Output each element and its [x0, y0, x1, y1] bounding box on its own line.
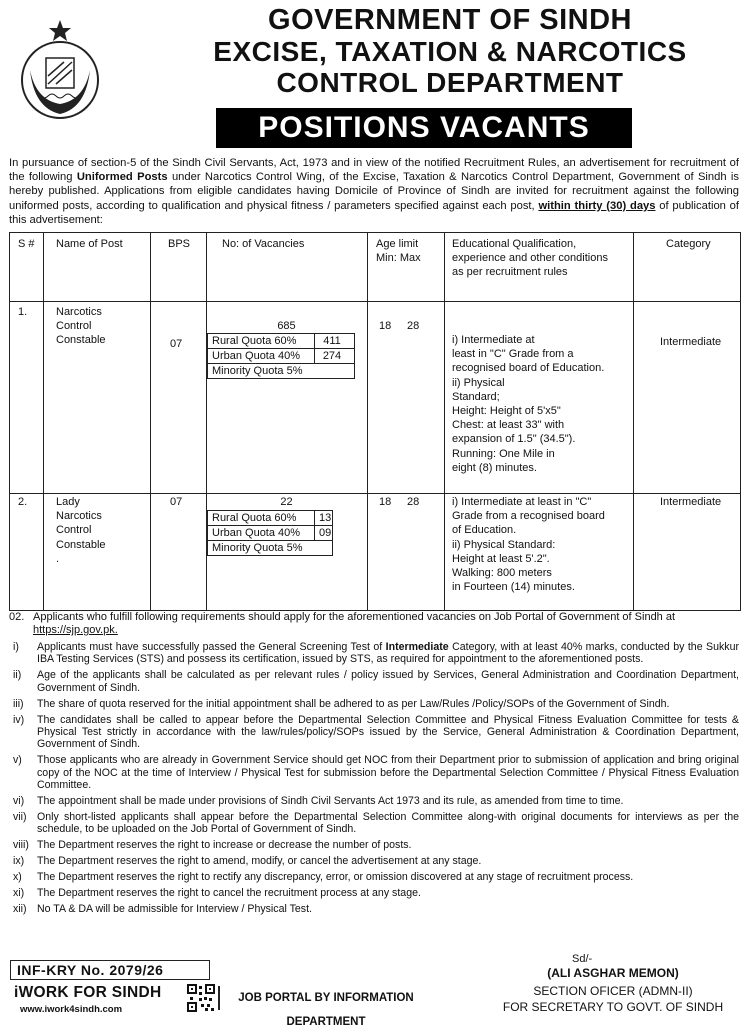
quota-row — [208, 526, 332, 541]
requirement-text: The share of quota reserved for the initial appointment shall be adhered to as per Law/Rules /Policy/SOPs of the Government of Sindh. — [37, 697, 670, 710]
quota-label: Urban Quota 40% — [212, 350, 301, 362]
requirements-lead — [9, 611, 739, 637]
requirement-text: No TA & DA will be admissible for Interview / Physical Test. — [37, 902, 312, 915]
requirement-text: The appointment shall be made under provisions of Sindh Civil Servants Act 1973 and its rule, as amended from time to time. — [37, 794, 624, 807]
header-vacancies: No: of Vacancies — [222, 238, 305, 250]
requirement-number: iii) — [13, 697, 24, 710]
quota-label: Urban Quota 40% — [212, 527, 301, 539]
requirement-number: viii) — [13, 839, 29, 852]
requirement-number: xii) — [13, 902, 27, 915]
requirement-item — [9, 641, 739, 666]
section-number: 02. — [9, 611, 25, 623]
positions-vacant-banner: POSITIONS VACANTS — [216, 108, 632, 148]
requirement-number: ix) — [13, 855, 25, 868]
vacancies-table — [9, 232, 741, 611]
requirement-number: vii) — [13, 810, 27, 823]
row2-age-min: 18 — [379, 496, 392, 508]
qr-code-icon — [187, 984, 215, 1012]
requirement-number: ii) — [13, 669, 22, 682]
signatory-for: FOR SECRETARY TO GOVT. OF SINDH — [502, 1000, 724, 1014]
requirement-text: The Department reserves the right to cancel the recruitment process at any stage. — [37, 886, 421, 899]
row1-age-max: 28 — [407, 320, 420, 332]
requirement-number: xi) — [13, 886, 25, 899]
quota-value: 09 — [314, 526, 335, 540]
row2-sno: 2. — [18, 496, 28, 508]
requirement-item — [9, 839, 739, 851]
row1-category: Intermediate — [660, 336, 722, 348]
requirement-item — [9, 903, 739, 915]
requirement-text: The Department reserves the right to amend, modify, or cancel the advertisement at any stage. — [37, 855, 482, 868]
requirement-number: x) — [13, 871, 22, 883]
intro-text-1: In pursuance of section-5 of the Sindh Civil Servants, Act, 1973 and in view of the notified Recruitment Rules, an advertisement for recruitment of the following — [9, 157, 739, 184]
job-portal-link[interactable]: https://sjp.gov.pk. — [33, 624, 118, 636]
requirement-text: Applicants must have successfully passed the General Screening Test of — [37, 641, 386, 653]
row1-sno: 1. — [18, 306, 28, 318]
header-age: Age limit Min: Max — [376, 238, 421, 265]
portal-tagline: JOB PORTAL BY INFORMATION DEPARTMENT — [238, 992, 414, 1028]
requirement-item — [9, 871, 739, 883]
intro-bold-1: Uniformed Posts — [76, 171, 168, 184]
quota-value: 13 — [314, 511, 335, 525]
row2-qualification: i) Intermediate at least in "C" Grade from a recognised board of Education. ii) Physical Standard: Height at least 5'.2". Walking: 800 meters in Fourteen (14) minutes. — [452, 496, 605, 594]
requirement-item — [9, 795, 739, 807]
quota-row — [208, 334, 354, 349]
header-post: Name of Post — [56, 238, 123, 250]
intro-text-3: of publication of this advertisement: — [9, 199, 740, 226]
sindh-government-seal-icon — [14, 18, 106, 124]
row1-age-min: 18 — [379, 320, 392, 332]
requirement-text: Age of the applicants shall be calculated as per relevant rules / policy issued by Services, General Administration and Coordination Department, Government of Sindh. — [37, 669, 739, 694]
lead-text: Applicants who fulfill following requirements should apply for the aforementioned vacancies on Job Portal of Government of Sindh at — [33, 611, 676, 623]
row1-bps: 07 — [170, 338, 183, 350]
intro-paragraph — [9, 156, 739, 227]
brand-url: www.iwork4sindh.com — [20, 1004, 123, 1015]
quota-row — [208, 364, 354, 378]
quota-value: 274 — [314, 349, 349, 363]
signed-mark: Sd/- — [572, 953, 593, 965]
row2-bps: 07 — [170, 496, 183, 508]
requirement-number: v) — [13, 754, 22, 767]
reference-number: INF-KRY No. 2079/26 — [10, 960, 210, 980]
requirement-text: Those applicants who are already in Government Service should get NOC from their Department prior to submission of application and bring original copy of the NOC at the time of Interview / Physical Test for submission before the Departmental Selection Committee / Physical Fitness Evaluation Committee. — [37, 754, 739, 792]
row2-quota-table — [207, 510, 333, 556]
requirement-item — [9, 887, 739, 899]
quota-label: Minority Quota 5% — [212, 542, 303, 554]
requirement-item — [9, 669, 739, 694]
signatory-designation: SECTION OFICER (ADMN-II) — [533, 984, 693, 998]
requirement-text: The Department reserves the right to rectify any discrepancy, error, or omission discovered at any stage of recruitment process. — [37, 871, 634, 883]
intro-bold-2: within thirty (30) days — [538, 199, 656, 212]
requirement-number: vi) — [13, 794, 25, 807]
header-category: Category — [666, 238, 711, 250]
requirement-text: The Department reserves the right to increase or decrease the number of posts. — [37, 839, 412, 852]
row2-age-max: 28 — [407, 496, 420, 508]
quota-row — [208, 511, 332, 526]
row2-total: 22 — [280, 496, 293, 508]
row1-quota-table — [207, 333, 355, 379]
requirement-text: Only short-listed applicants shall appear before the Departmental Selection Committee along-with original documents for interviews as per the schedule, to be uploaded on the Job Portal of Government of Sindh. — [37, 810, 739, 836]
intro-text-2: under Narcotics Control Wing, of the Excise, Taxation & Narcotics Control Department, Government of Sindh is hereby published. Applications from eligible candidates having Domicile of Province of Sindh are invited for recruitment against the following uniformed posts, according to qualification and physical fitness / parameters specified against each post, — [9, 171, 739, 212]
row2-post: Lady Narcotics Control Constable . — [56, 496, 106, 565]
header-qualification: Educational Qualification, experience and other conditions as per recruitment rules — [452, 238, 608, 279]
requirement-item — [9, 698, 739, 710]
requirement-item — [9, 754, 739, 791]
quota-value: 411 — [314, 334, 349, 348]
requirements-section — [9, 611, 739, 919]
requirement-number: i) — [13, 641, 19, 653]
header-title-line2: EXCISE, TAXATION & NARCOTICS — [213, 36, 687, 67]
header-bps: BPS — [168, 238, 191, 250]
requirement-item — [9, 855, 739, 867]
row1-post: Narcotics Control Constable — [56, 306, 106, 347]
quota-label: Rural Quota 60% — [212, 512, 297, 524]
header-sno: S # — [18, 238, 35, 250]
requirement-item — [9, 714, 739, 751]
header-title-line1: GOVERNMENT OF SINDH — [268, 4, 632, 36]
row1-total: 685 — [277, 320, 296, 332]
requirement-text-after: Category, with at least 40% marks, conducted by the Sukkur IBA Testing Services (STS) and possess its certification, issued by STS, as required for appointment to the aforementioned posts. — [37, 641, 739, 666]
iwork-for-sindh-logo: iWORK FOR SINDH — [14, 984, 162, 1001]
requirement-number: iv) — [13, 713, 25, 726]
header-title-line3: CONTROL DEPARTMENT — [276, 67, 624, 98]
quota-label: Minority Quota 5% — [212, 365, 303, 377]
requirement-text: The candidates shall be called to appear before the Departmental Selection Committee and Physical Fitness Evaluation Committee for tests & Physical Test strictly in accordance with the law/rules/policy/SOPs issued by the Service, General Administration & Coordination Department, Government of Sindh. — [37, 713, 739, 751]
quota-row — [208, 349, 354, 364]
signatory-name: (ALI ASGHAR MEMON) — [547, 966, 679, 980]
requirement-item — [9, 811, 739, 836]
requirement-bold: Intermediate — [385, 641, 449, 653]
row1-qualification: i) Intermediate at least in "C" Grade from a recognised board of Education. ii) Physical Standard; Height: Height of 5'x5" Chest: at least 33" with expansion of 1.5" (34.5"). Running: One Mile in eight (8) minutes. — [452, 334, 605, 474]
quota-row — [208, 541, 332, 555]
quota-label: Rural Quota 60% — [212, 335, 297, 347]
row2-category: Intermediate — [660, 496, 722, 508]
requirements-list — [9, 641, 739, 915]
